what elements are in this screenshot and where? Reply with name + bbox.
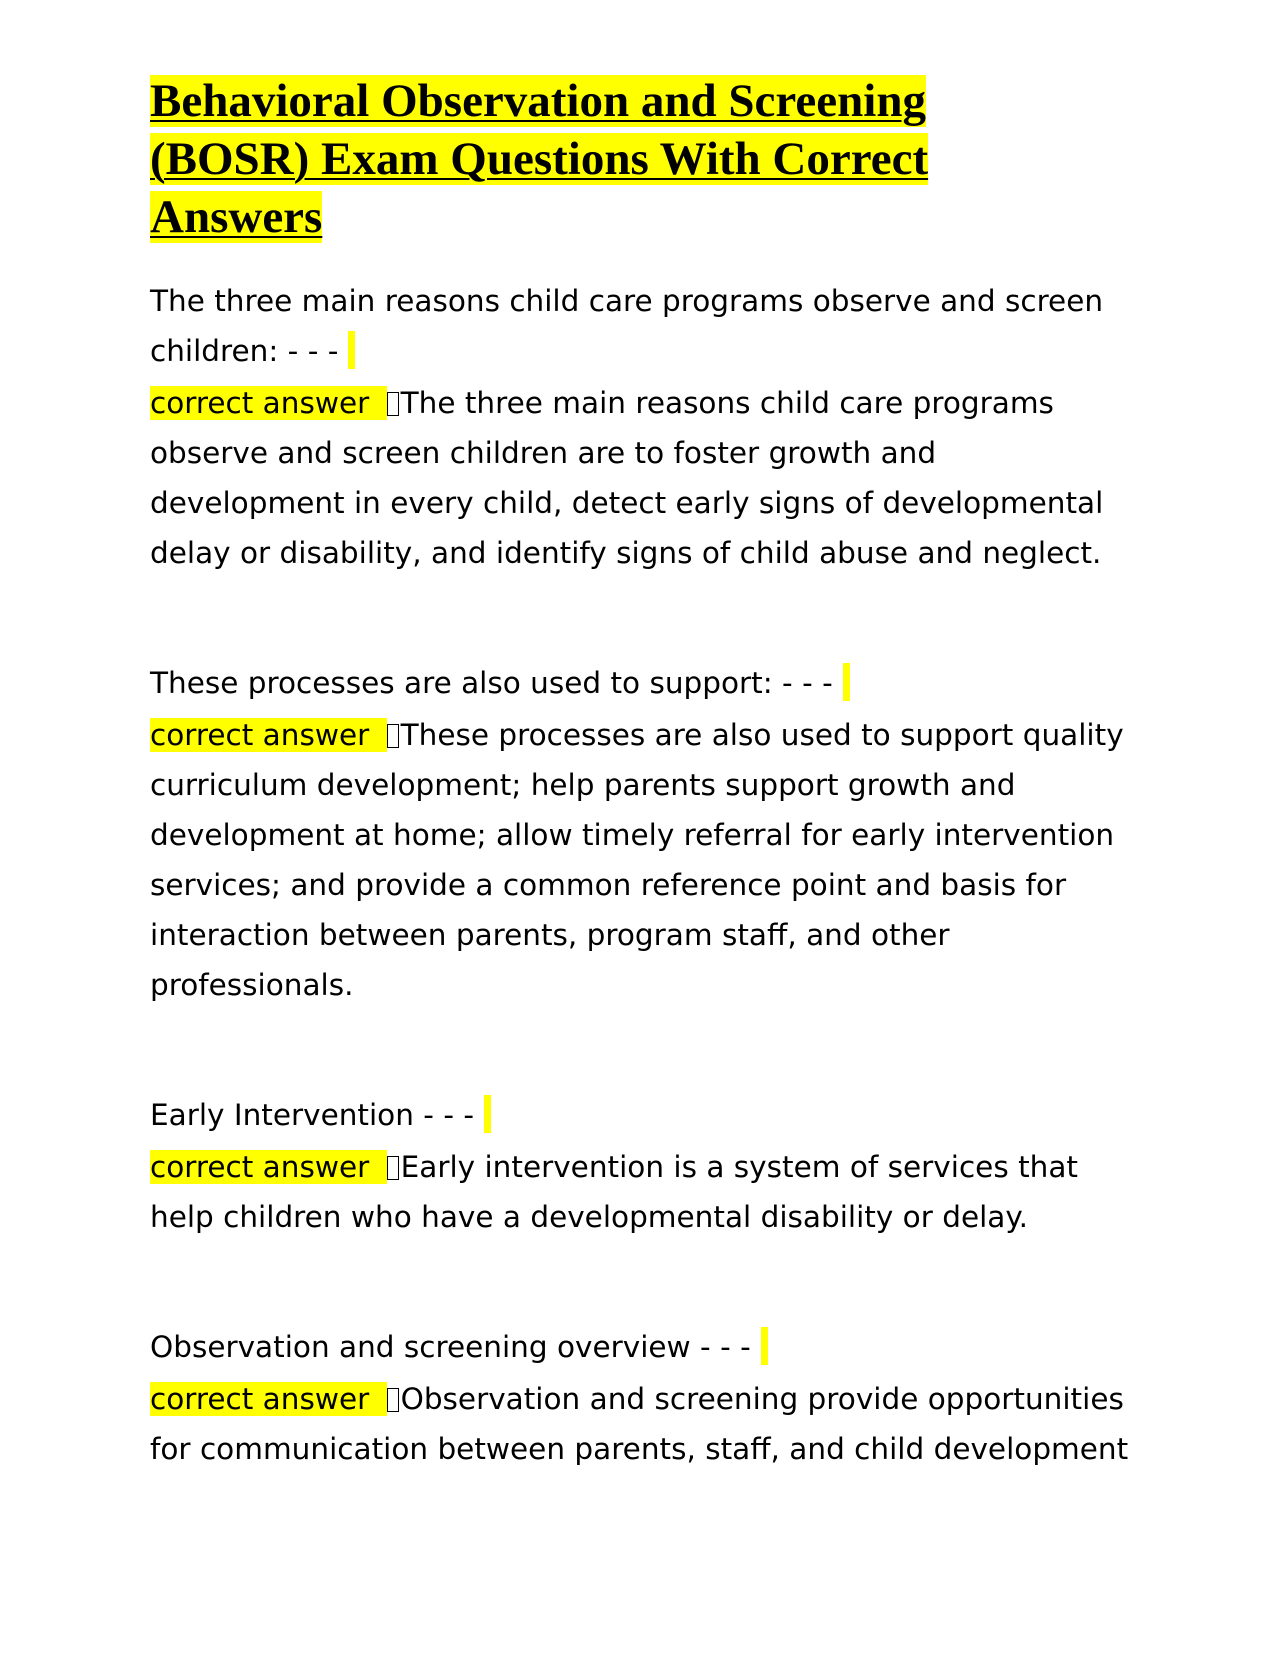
answer-text bbox=[150, 378, 1140, 578]
title-line-1: Behavioral Observation and Screening bbox=[150, 75, 926, 127]
correct-answer-label: correct answer bbox=[150, 1382, 387, 1416]
answer-text bbox=[150, 710, 1140, 1010]
highlight-mark bbox=[843, 663, 850, 701]
document-title bbox=[150, 72, 1140, 246]
title-line-3: Answers bbox=[150, 191, 323, 243]
missing-glyph-icon bbox=[387, 1156, 399, 1180]
highlight-mark bbox=[484, 1095, 491, 1133]
missing-glyph-icon bbox=[387, 1388, 399, 1412]
question-text-content: These processes are also used to support: - - - bbox=[150, 666, 833, 700]
document-page bbox=[150, 72, 1140, 1474]
correct-answer-label: correct answer bbox=[150, 1150, 387, 1184]
highlight-mark bbox=[761, 1327, 768, 1365]
question-text bbox=[150, 1090, 1140, 1140]
question-text-content: The three main reasons child care programs observe and screen children: - - - bbox=[150, 284, 1104, 368]
question-text bbox=[150, 276, 1140, 376]
answer-text bbox=[150, 1374, 1140, 1474]
missing-glyph-icon bbox=[387, 724, 399, 748]
missing-glyph-icon bbox=[387, 392, 399, 416]
answer-text bbox=[150, 1142, 1140, 1242]
highlight-mark bbox=[348, 331, 355, 369]
qa-item bbox=[150, 1090, 1140, 1242]
answer-text-content: Observation and screening provide opportunities for communication between parents, staff, and child development bbox=[150, 1382, 1129, 1466]
answer-text-content: These processes are also used to support quality curriculum development; help parents support growth and development at home; allow timely referral for early intervention services; and provide a common reference point and basis for interaction between parents, program staff, and other professionals. bbox=[150, 718, 1124, 1002]
question-text-content: Observation and screening overview - - - bbox=[150, 1330, 751, 1364]
title-line-2: (BOSR) Exam Questions With Correct bbox=[150, 133, 929, 185]
question-text bbox=[150, 658, 1140, 708]
qa-item bbox=[150, 276, 1140, 578]
correct-answer-label: correct answer bbox=[150, 386, 387, 420]
answer-text-content: Early intervention is a system of services that help children who have a developmental disability or delay. bbox=[150, 1150, 1078, 1234]
answer-text-content: The three main reasons child care programs observe and screen children are to foster growth and development in every child, detect early signs of developmental delay or disability, and identify signs of child abuse and neglect. bbox=[150, 386, 1104, 570]
question-text-content: Early Intervention - - - bbox=[150, 1098, 474, 1132]
question-text bbox=[150, 1322, 1140, 1372]
correct-answer-label: correct answer bbox=[150, 718, 387, 752]
qa-item bbox=[150, 658, 1140, 1010]
qa-item bbox=[150, 1322, 1140, 1474]
